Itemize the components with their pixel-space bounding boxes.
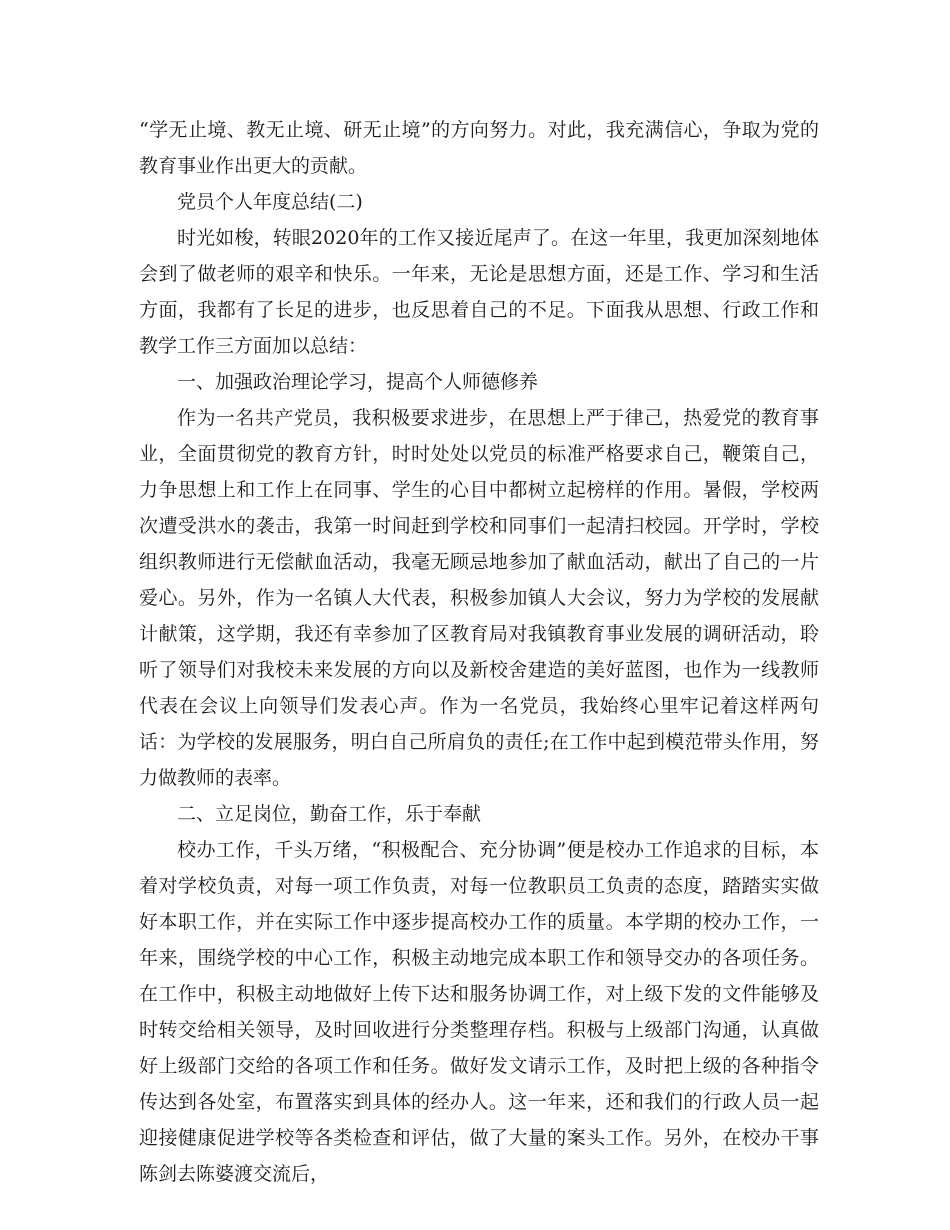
section-title: 党员个人年度总结(二) (177, 191, 363, 213)
document-body (139, 112, 819, 1192)
paragraph-continued: “学无止境、教无止境、研无止境”的方向努力。对此，我充满信心，争取为党的教育事业作出更大的贡献。 (139, 119, 819, 177)
paragraph: 作为一名共产党员，我积极要求进步，在思想上严于律己，热爱党的教育事业，全面贯彻党的教育方针，时时处处以党员的标准严格要求自己，鞭策自己，力争思想上和工作上在同事、学生的心目中都树立起榜样的作用。暑假，学校两次遭受洪水的袭击，我第一时间赶到学校和同事们一起清扫校园。开学时，学校组织教师进行无偿献血活动，我毫无顾忌地参加了献血活动，献出了自己的一片爱心。另外，作为一名镇人大代表，积极参加镇人大会议，努力为学校的发展献计献策，这学期，我还有幸参加了区教育局对我镇教育事业发展的调研活动，聆听了领导们对我校未来发展的方向以及新校舍建造的美好蓝图，也作为一线教师代表在会议上向领导们发表心声。作为一名党员，我始终心里牢记着这样两句话：为学校的发展服务，明白自己所肩负的责任;在工作中起到模范带头作用，努力做教师的表率。 (139, 407, 819, 789)
paragraph: 校办工作，千头万绪，“积极配合、充分协调”便是校办工作追求的目标，本着对学校负责，对每一项工作负责，对每一位教职员工负责的态度，踏踏实实做好本职工作，并在实际工作中逐步提高校办工作的质量。本学期的校办工作，一年来，围绕学校的中心工作，积极主动地完成本职工作和领导交办的各项任务。在工作中，积极主动地做好上传下达和服务协调工作，对上级下发的文件能够及时转交给相关领导，及时回收进行分类整理存档。积极与上级部门沟通，认真做好上级部门交给的各项工作和任务。做好发文请示工作，及时把上级的各种指令传达到各处室，布置落实到具体的经办人。这一年来，还和我们的行政人员一起迎接健康促进学校等各类检查和评估，做了大量的案头工作。另外，在校办干事陈剑去陈婆渡交流后， (139, 839, 819, 1185)
section-heading-2: 二、立足岗位，勤奋工作，乐于奉献 (177, 803, 482, 825)
paragraph: 时光如梭，转眼2020年的工作又接近尾声了。在这一年里，我更加深刻地体会到了做老师的艰辛和快乐。一年来，无论是思想方面，还是工作、学习和生活方面，我都有了长足的进步，也反思着自己的不足。下面我从思想、行政工作和教学工作三方面加以总结： (139, 227, 819, 357)
section-heading-1: 一、加强政治理论学习，提高个人师德修养 (177, 371, 539, 393)
